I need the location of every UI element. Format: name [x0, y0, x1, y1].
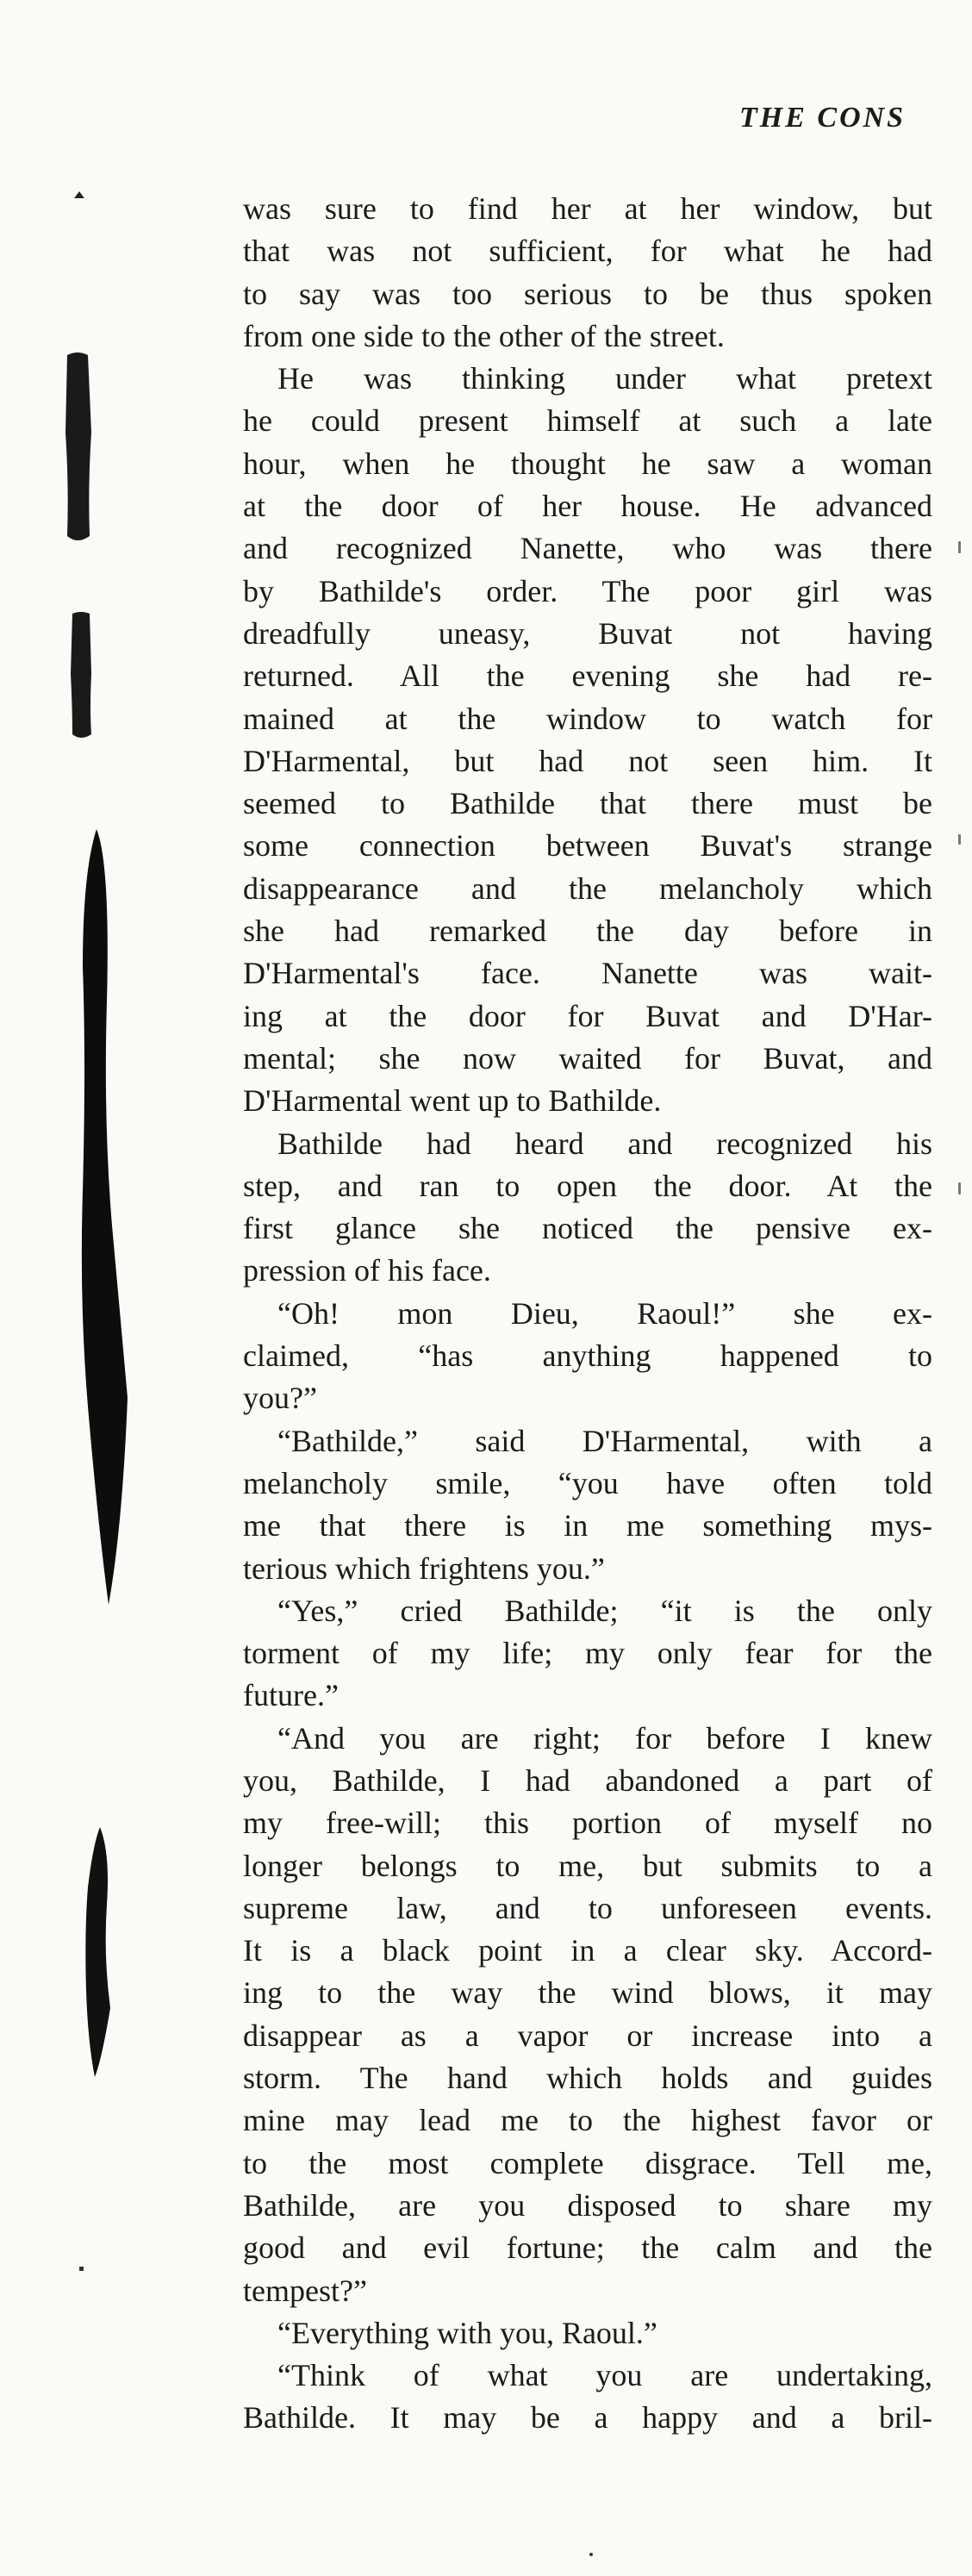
text-line: he could present himself at such a late	[243, 403, 932, 439]
text-line: returned. All the evening she had re-	[243, 658, 932, 694]
text-line: from one side to the other of the street.	[243, 318, 725, 353]
text-line: D'Harmental went up to Bathilde.	[243, 1083, 662, 1119]
text-line: Bathilde. It may be a happy and a bril-	[243, 2400, 932, 2436]
text-line: claimed, “has anything happened to	[243, 1338, 932, 1374]
text-line: mine may lead me to the highest favor or	[243, 2103, 932, 2138]
right-edge-tick-1	[958, 541, 961, 553]
body-text	[243, 188, 932, 2440]
text-line: Bathilde, are you disposed to share my	[243, 2187, 932, 2223]
gutter-ink-drop	[85, 1827, 110, 2077]
text-line: “Yes,” cried Bathilde; “it is the only	[277, 1593, 932, 1628]
text-line: that was not sufficient, for what he had	[243, 234, 932, 269]
text-line: and recognized Nanette, who was there	[243, 531, 932, 566]
gutter-smudge-2	[71, 612, 91, 738]
text-line: dreadfully uneasy, Buvat not having	[243, 615, 932, 651]
text-line: to the most complete disgrace. Tell me,	[243, 2145, 932, 2180]
text-line: she had remarked the day before in	[243, 914, 932, 949]
running-head: THE CONS	[739, 102, 907, 134]
text-line: my free-will; this portion of myself no	[243, 1806, 932, 1841]
text-line: ing to the way the wind blows, it may	[243, 1975, 932, 2011]
text-line: ing at the door for Buvat and D'Har-	[243, 998, 932, 1033]
text-line: mained at the window to watch for	[243, 701, 932, 736]
text-line: at the door of her house. He advanced	[243, 489, 932, 524]
text-line: some connection between Buvat's strange	[243, 828, 932, 864]
text-line: you?”	[243, 1381, 317, 1416]
binding-edge-marks	[0, 0, 172, 2576]
right-edge-tick-2	[958, 834, 961, 845]
text-line: melancholy smile, “you have often told	[243, 1465, 932, 1500]
right-edge-tick-3	[958, 1182, 961, 1194]
text-line: torment of my life; my only fear for the	[243, 1636, 932, 1671]
text-line: longer belongs to me, but submits to a	[243, 1848, 932, 1883]
text-line: “Think of what you are undertaking,	[277, 2358, 932, 2393]
text-line: “And you are right; for before I knew	[277, 1720, 932, 1756]
text-line: “Bathilde,” said D'Harmental, with a	[277, 1423, 932, 1458]
text-line: disappear as a vapor or increase into a	[243, 2018, 932, 2053]
text-line: supreme law, and to unforeseen events.	[243, 1890, 932, 1925]
text-line: He was thinking under what pretext	[277, 361, 932, 396]
text-line: “Oh! mon Dieu, Raoul!” she ex-	[277, 1295, 932, 1331]
text-line: to say was too serious to be thus spoken	[243, 276, 932, 311]
text-line: hour, when he thought he saw a woman	[243, 446, 932, 481]
text-line: tempest?”	[243, 2273, 367, 2308]
text-line: D'Harmental's face. Nanette was wait-	[243, 956, 932, 991]
text-line: was sure to find her at her window, but	[243, 191, 932, 226]
text-line: disappearance and the melancholy which	[243, 870, 932, 906]
text-line: by Bathilde's order. The poor girl was	[243, 573, 932, 608]
text-line: pression of his face.	[243, 1253, 491, 1288]
gutter-ink-stroke	[82, 829, 128, 1605]
gutter-speck-top	[74, 191, 84, 198]
text-line: first glance she noticed the pensive ex-	[243, 1211, 932, 1246]
text-line: future.”	[243, 1678, 339, 1713]
text-line: D'Harmental, but had not seen him. It	[243, 743, 932, 778]
text-line: seemed to Bathilde that there must be	[243, 786, 932, 821]
text-line: “Everything with you, Raoul.”	[277, 2315, 657, 2350]
gutter-smudge-1	[65, 352, 91, 540]
text-line: It is a black point in a clear sky. Accord-	[243, 1933, 932, 1968]
text-line: storm. The hand which holds and guides	[243, 2061, 932, 2096]
text-line: me that there is in me something mys-	[243, 1508, 932, 1544]
text-line: good and evil fortune; the calm and the	[243, 2230, 932, 2266]
text-line: mental; she now waited for Buvat, and	[243, 1040, 932, 1076]
gutter-dot	[79, 2267, 84, 2271]
text-line: Bathilde had heard and recognized his	[277, 1126, 932, 1161]
bottom-speck	[589, 2553, 593, 2556]
text-line: you, Bathilde, I had abandoned a part of	[243, 1762, 932, 1798]
text-line: terious which frightens you.”	[243, 1550, 605, 1586]
text-line: step, and ran to open the door. At the	[243, 1168, 932, 1203]
